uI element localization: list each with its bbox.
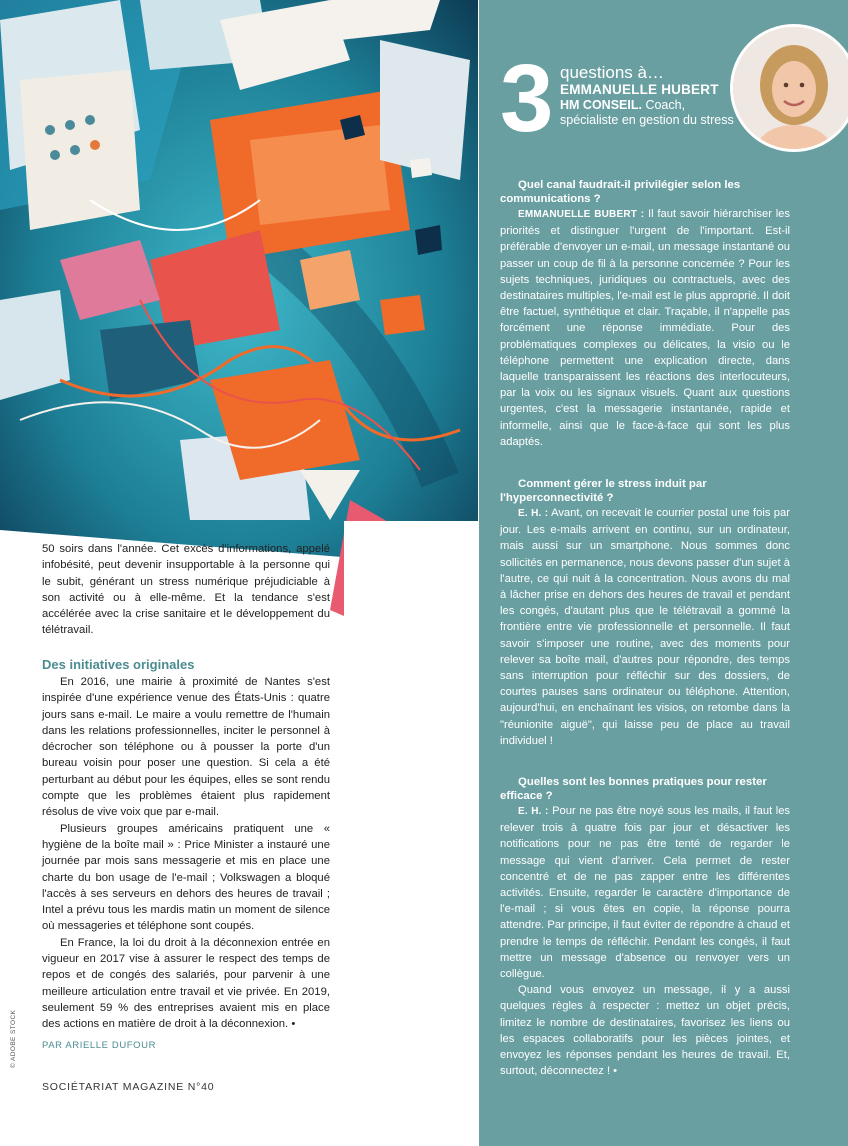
question-1-text: Quel canal faudrait-il privilégier selon les communications ? (500, 179, 741, 205)
interviewee-role (560, 98, 760, 128)
speaker-1: EMMANUELLE BUBERT : (518, 209, 645, 220)
para-2-text: En 2016, une mairie à proximité de Nantes s'est inspirée d'une expérience venue des États-Unis : quatre jours sans e-mail. Le maire a voulu remettre de l'humain dans les relations professionnelles, inciter le personnel à décrocher son téléphone ou à pousser la porte d'un bureau voisin pour poser une question. Si cela a été perturbant au début pour les équipes, elles se sont rendu compte que les problèmes étaient plus rapidement résolus de vive voix que par e-mail. (42, 676, 330, 819)
role-line2: spécialiste en gestion du stress (560, 113, 734, 127)
white-corner (344, 521, 478, 701)
question-3-text: Quelles sont les bonnes pratiques pour rester efficace ? (500, 776, 767, 802)
interview-block-2 (500, 477, 790, 749)
answer-2 (500, 505, 790, 749)
article-body (42, 674, 330, 1033)
speaker-3: E. H. : (518, 806, 549, 817)
answer-1-text: Il faut savoir hiérarchiser les priorités et distinguer l'urgent de l'important. Est-il préférable d'envoyer un e-mail, un message instantané ou passer un coup de fil à la personne concernée ? Pour les sujets techniques, juridiques ou contractuels, avec des destinataires multiples, l'e-mail est le plus approprié. Il doit être factuel, synthétique et clair. Traçable, il n'appelle pas forcément une réponse immédiate. Pour des problématiques complexes ou délicates, la visio ou le téléphone permettent une explication directe, dans laquelle transparaissent les réactions des interlocuteurs, par la voix ou les signaux visuels. Quant aux questions urgentes, c'est la messagerie instantanée, rapide et informelle, ainsi que le face-à-face qui sont les plus adaptés. (500, 208, 790, 448)
interview-block-3 (500, 775, 790, 1079)
headline-number: 3 (500, 45, 552, 152)
para-3-text: Plusieurs groupes américains pratiquent une « hygiène de la boîte mail » : Price Minister a instauré une journée par mois sans messagerie et mis en place une charte du bon usage de l'e-mail ; Volkswagen a bloqué l'accès à ses serveurs en dehors des heures de travail ; Intel a prévu tous les mardis matin un moment de silence où messageries et téléphone sont coupés. (42, 822, 330, 933)
article-subhead: Des initiatives originales (42, 657, 195, 672)
role-line1: Coach, (645, 98, 686, 112)
answer-3b: Quand vous envoyez un message, il y a aussi quelques règles à respecter : mettez un objet précis, limitez le nombre de destinataires, favorisez les liens ou les espaces collaboratifs pour les pièces jointes, et envoyez les réponses pendant les heures de travail. Et, surtout, déconnectez ! • (500, 984, 790, 1078)
answer-3 (500, 803, 790, 982)
interview-block-1 (500, 178, 790, 450)
answer-3-text: Pour ne pas être noyé sous les mails, il faut les relever trois à quatre fois par jour et désactiver les notifications pour ne pas être tenté de regarder le message qui vient d'arriver. Cela permet de rester concentré et de ne pas zapper entre les différentes activités. Ensuite, regarder le caractère d'importance de l'e-mail ; si vous êtes en copie, la réponse pourra attendre. Par principe, il faut éviter de répondre à chaud et prendre le temps de réfléchir. Pendant les congés, il faut mettre un message d'absence ou renvoyer vers un collègue. (500, 805, 791, 981)
interviewee-name: EMMANUELLE HUBERT (560, 82, 719, 97)
para-1-text: 50 soirs dans l'année. Cet excès d'informations, appelé infobésité, peut devenir insupportable à la personne qui le subit, générant un stress numérique préjudiciable à son activité ou à elle-même. Et la tendance s'est accélérée avec la crise sanitaire et le développement du télétravail. (42, 543, 330, 637)
company-name: HM CONSEIL. (560, 98, 642, 112)
byline: PAR ARIELLE DUFOUR (42, 1040, 157, 1051)
article-paragraph-1 (42, 541, 330, 639)
answer-2-text: Avant, on recevait le courrier postal une fois par jour. Les e-mails arrivent en continu, sur un ordinateur, mais aussi sur un smartphone. Nous sommes donc sollicités en permanence, nous devons passer d'un sujet à l'autre, ce qui nuit à la concentration. Nous avons du mal à lâcher prise en dehors des heures de travail et pendant les congés, d'autant plus que le télétravail a gommé la frontière entre vie professionnelle et personnelle. Il faut savoir s'imposer une routine, avec des moments pour relever sa boîte mail, d'autres pour répondre, des temps sans interruption pour réfléchir sur des dossiers, de courtes pauses sans ordinateur ou téléphone. Attention, aujourd'hui, en enchaînant les visios, on retombe dans la "réunionite aiguë", qui laisse peu de place au travail individuel ! (500, 507, 790, 747)
question-2 (500, 477, 790, 505)
page-footer: SOCIÉTARIAT MAGAZINE N°40 (42, 1081, 215, 1093)
para-4-text: En France, la loi du droit à la déconnexion entrée en vigueur en 2017 vise à assurer le respect des temps de repos et de congés des salariés, pour parvenir à une meilleure articulation entre travail et vie privée. En 2019, seulement 59 % des entreprises avaient mis en place des actions en matière de droit à la déconnexion. • (42, 936, 330, 1031)
photo-credit: © ADOBE STOCK (10, 1009, 17, 1068)
question-3 (500, 775, 790, 803)
headline-intro: questions à… (560, 63, 664, 82)
portrait-photo (730, 24, 848, 152)
question-1 (500, 178, 790, 206)
speaker-2: E. H. : (518, 508, 549, 519)
question-2-text: Comment gérer le stress induit par l'hyperconnectivité ? (500, 478, 707, 504)
answer-1 (500, 206, 790, 450)
